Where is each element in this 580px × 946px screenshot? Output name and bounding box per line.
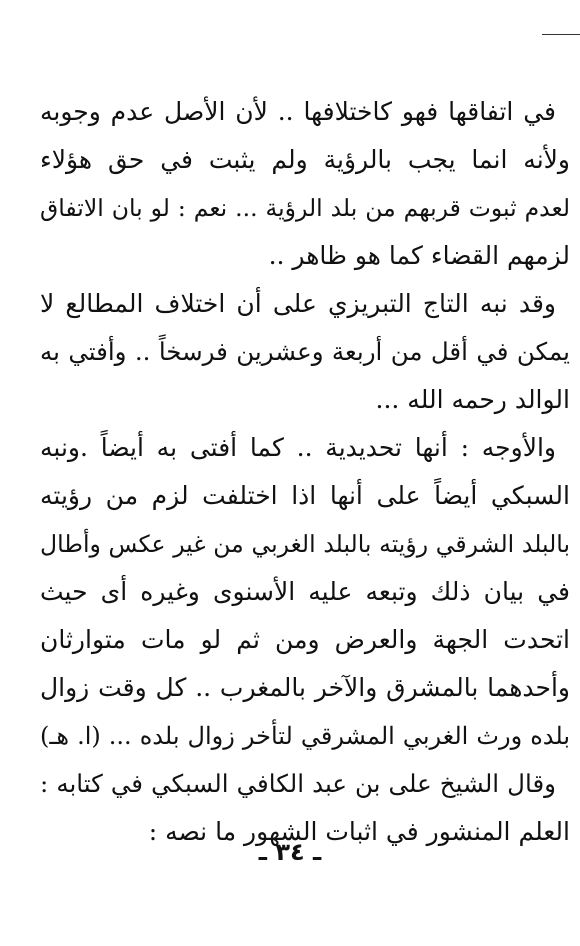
text-line: السبكي أيضاً على أنها اذا اختلفت لزم من رؤيته [40, 481, 570, 510]
text-line: وقال الشيخ على بن عبد الكافي السبكي في كتابه : [40, 769, 556, 798]
text-line: يمكن في أقل من أربعة وعشرين فرسخاً .. وأفتي به [40, 337, 570, 366]
text-line: الوالد رحمه الله ... [375, 385, 570, 414]
text-line: اتحدت الجهة والعرض ومن ثم لو مات متوارثان [40, 625, 570, 654]
text-line: العلم المنشور في اثبات الشهور ما نصه : [148, 817, 570, 846]
text-line: لعدم ثبوت قربهم من بلد الرؤية ... نعم : لو بان الاتفاق [40, 194, 570, 222]
text-line: وقد نبه التاج التبريزي على أن اختلاف المطالع لا [40, 289, 556, 318]
text-line: في بيان ذلك وتبعه عليه الأسنوى وغيره أى حيث [40, 577, 570, 606]
text-line: وأحدهما بالمشرق والآخر بالمغرب .. كل وقت زوال [40, 673, 570, 702]
corner-rule [542, 34, 580, 35]
text-line: بالبلد الشرقي رؤيته بالبلد الغربي من غير عكس وأطال [40, 530, 570, 558]
text-line: ولأنه انما يجب بالرؤية ولم يثبت في حق هؤلاء [40, 145, 570, 174]
text-line: والأوجه : أنها تحديدية .. كما أفتى به أيضاً .ونبه [40, 433, 556, 462]
text-line: في اتفاقها فهو كاختلافها .. لأن الأصل عدم وجوبه [40, 97, 556, 126]
page-number: ـ ٣٤ ـ [258, 838, 322, 866]
text-line: بلده ورث الغربي المشرقي لتأخر زوال بلده ... (ا. هـ) [40, 722, 570, 750]
body-text [40, 88, 570, 856]
text-line: لزمهم القضاء كما هو ظاهر .. [268, 241, 570, 270]
